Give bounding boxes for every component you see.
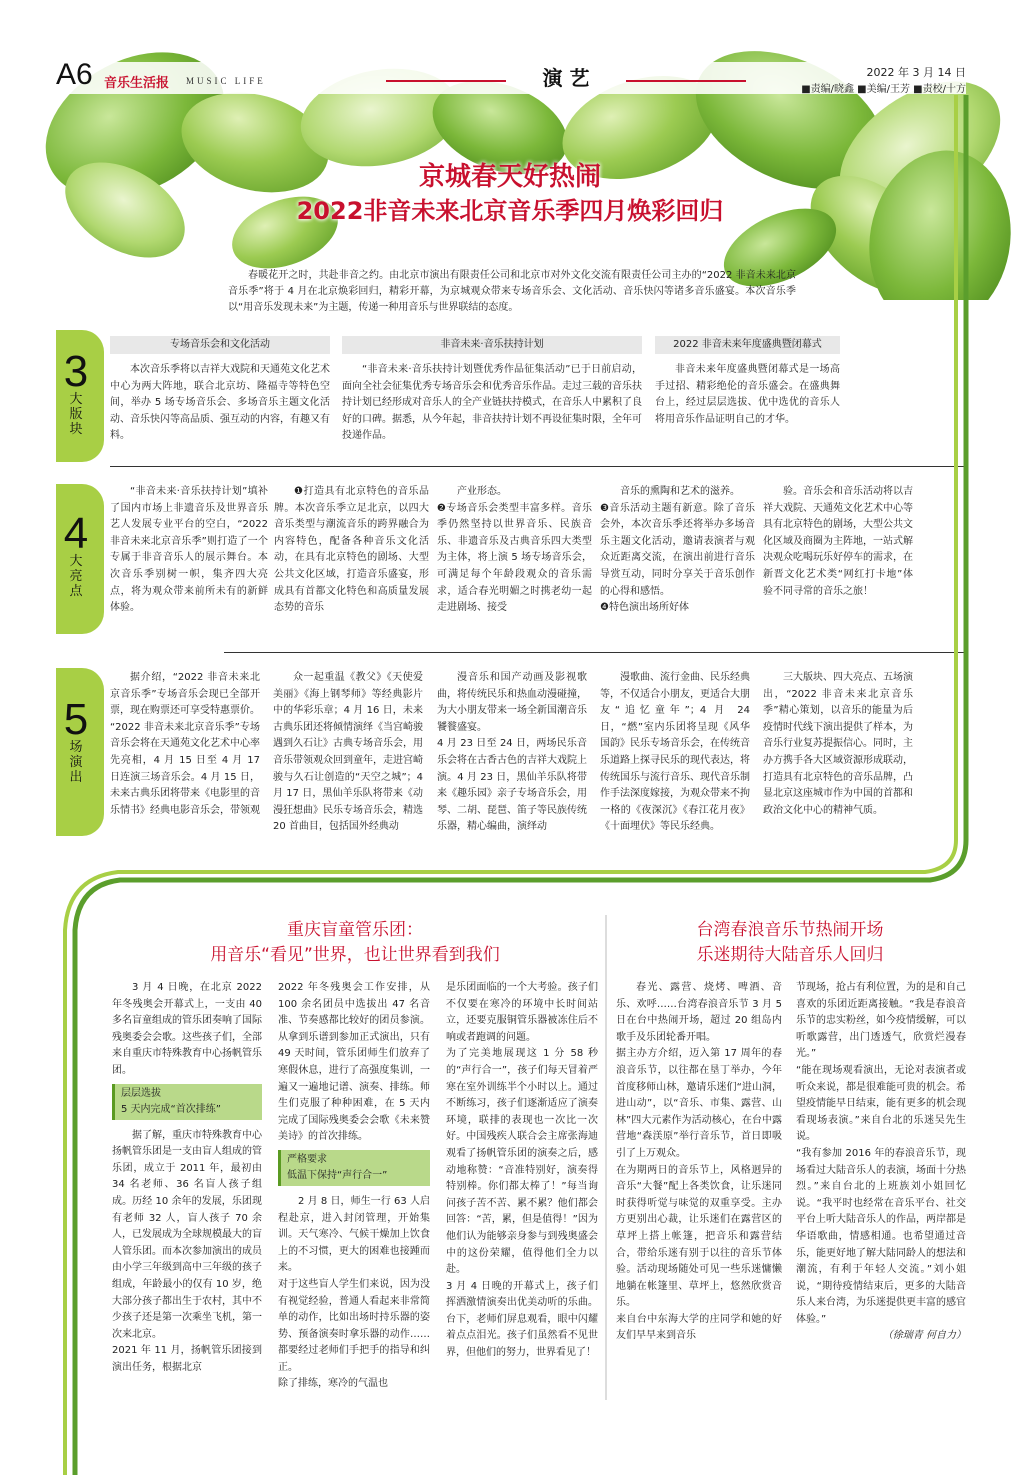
tab-highlights-label: 大亮点 bbox=[69, 554, 83, 599]
shows-col-3: 漫音乐和国产动画及影视歌曲，将传统民乐和热血动漫碰撞，为大小朋友带来一场全新国潮音乐饕餮盛宴。 4 月 23 日至 24 日，两场民乐音乐会将在古香古色的吉祥大戏院上演。4 月 23 日，黑仙羊乐队将带来《趣乐园》亲子专场音乐会，用琴、二胡、琵琶、笛子等民族传统乐器，精心编曲，演绎动 bbox=[437, 672, 587, 833]
subhead-box-2-line2: 低温下保持“声行合一” bbox=[287, 1169, 388, 1181]
story-right-col1: 春光、露营、烧烤、啤酒、音乐、欢呼……台湾春浪音乐节 3 月 5 日在台中热闹开场，超过 20 组岛内歌手及乐团轮番开唱。 据主办方介绍，迈入第 17 周年的春浪音乐节，以往都在垦丁举办，今年首度移师山林，邀请乐迷们“进山洞，进山动”，以“音乐、市集、露营、山林”四大元素作为活动核心，在台中露营地“森渼原”举行音乐节，首日即吸引了上万观众。 在为期两日的音乐节上，风格迥异的音乐“大餐”配上各类饮食，让乐迷同时获得听觉与味觉的双重享受。主办方更别出心裁，让乐迷们在露营区的草坪上搭上帐篷，把音乐和露营结合，带给乐迷有别于以往的音乐节体验。活动现场随处可见一些乐迷慵懒地躺在帐篷里、草坪上，悠然欣赏音乐。 来自台中东海大学的庄同学和她的好友们早早来到音乐 bbox=[616, 982, 782, 1342]
block-3-title: 2022 非音未来年度盛典暨闭幕式 bbox=[655, 336, 840, 354]
highlight-col-4: 音乐的熏陶和艺术的滋养。 ❸音乐活动主题有新意。除了音乐会外，本次音乐季还将举办多场音乐主题文化活动，邀请表演者与观众近距离交流，在演出前进行音乐导赏互动，同时分享关于音乐创作的心得和感悟。 ❹特色演出场所好体 bbox=[600, 486, 755, 614]
shows-col-5: 三大版块、四大亮点、五场演出，“2022 非音未来北京音乐季”精心策划，以音乐的能量为后疫情时代线下演出提供了样本，为音乐行业复苏提振信心。同时，主办方携手各大区域资源形成联动，打造具有北京特色的音乐品牌，凸显北京这座城市作为中国的首都和政治文化中心的精神气质。 bbox=[763, 672, 913, 816]
highlight-col-2: ❶打造具有北京特色的音乐品牌。本次音乐季立足北京，以四大音乐类型与潮流音乐的跨界融合为内容特色，配备各种音乐文化活动，在具有北京特色的剧场、大型公共文化区域，打造音乐盛宴，形成具有首都文化特色和高质量发展态势的音乐 bbox=[274, 486, 429, 614]
tab-shows-number: 5 bbox=[63, 695, 89, 744]
tab-blocks-label: 大版块 bbox=[69, 392, 83, 437]
block-3-text: 非音未来年度盛典暨闭幕式是一场高手过招、精彩绝伦的音乐盛会。在盛典舞台上，经过层层选拔、优中选优的音乐人将用音乐作品证明自己的才华。 bbox=[655, 364, 840, 425]
highlight-col-5: 验。音乐会和音乐活动将以吉祥大戏院、天通苑文化艺术中心等具有北京特色的剧场，大型公共文化区域及商圈为主阵地，一站式解决观众吃喝玩乐好停车的需求，在新晋文化艺术类“网红打卡地”体验不同寻常的音乐之旅！ bbox=[763, 486, 913, 597]
block-1-text: 本次音乐季将以吉祥大戏院和天通苑文化艺术中心为两大阵地，联合北京坊、隆福寺等特色空间，举办 5 场专场音乐会、多场音乐主题文化活动、音乐快闪等高品质、强互动的内容，有趣又有料。 bbox=[110, 364, 330, 442]
story-left-col2a: 2022 年冬残奥会工作安排，从 100 余名团员中选拔出 47 名音准、节奏感都比较好的团员参演。从拿到乐谱到参加正式演出，只有 49 天时间，管乐团师生们放弃了寒假休息，进行了高强度集训，一遍又一遍地记谱、演奏、排练。师生们克服了种种困难，在 5 天内完成了国际残奥委会会歌《未来赞美诗》的首次排练。 bbox=[278, 982, 430, 1143]
shows-col-2: 众一起重温《教父》《天使爱美丽》《海上钢琴师》等经典影片中的华彩乐章；4 月 16 日，未来古典乐团还将倾情演绎《当宫崎骏遇到久石让》古典专场音乐会，用音乐带领观众回到童年，走进宫崎骏与久石让创造的“天空之城”；4 月 17 日，黑仙羊乐队将带来《动漫狂想曲》民乐专场音乐会，精选 20 首曲目，包括国外经典动 bbox=[273, 672, 423, 833]
story-right-title-1: 台湾春浪音乐节热闹开场 bbox=[696, 920, 884, 940]
story-left-col1b: 据了解，重庆市特殊教育中心扬帆管乐团是一支由盲人组成的管乐团，成立于 2011 年，最初由 34 名老师、36 名盲人孩子组成。历经 10 余年的发展，乐团现有老师 32 人，盲人孩子 70 余人，已发展成为全球规模最大的盲人管乐团。而本次参加演出的成员由小学三年级到高中三年级的孩子组成，年龄最小的仅有 10 岁，绝大部分孩子都出生于农村，其中不少孩子还是第一次乘坐飞机，第一次来北京。 2021 年 11 月，扬帆管乐团接到演出任务，根据北京 bbox=[112, 1129, 262, 1373]
issue-date: 2022 年 3 月 14 日 bbox=[866, 66, 966, 79]
block-2-title: 非音未来·音乐扶持计划 bbox=[342, 336, 642, 354]
section-title: 演 艺 bbox=[542, 66, 590, 90]
story-left-col3: 是乐团面临的一个大考验。孩子们不仅要在寒冷的环境中长时间站立，还要克服铜管乐器被冻住后不响或者跑调的问题。 为了完美地展现这 1 分 58 秒的“声行合一”，孩子们每天冒着严寒在室外训练半个小时以上。通过不断练习，孩子们逐渐适应了演奏环境，联排的表现也一次比一次好。中国残疾人联合会主席张海迪观看了扬帆管乐团的演奏之后，感动地称赞：“音准特别好，演奏得特别棒。你们都太棒了！”每当询问孩子苦不苦、累不累？他们都会回答：“苦，累，但是值得！”因为他们认为能够亲身参与到残奥盛会中的这份荣耀，值得他们全力以赴。 3 月 4 日晚的开幕式上，孩子们挥洒激情演奏出优美动听的乐曲。台下，老师们屏息观看，眼中闪耀着点点泪光。孩子们虽然看不见世界，但他们的努力，世界看见了！ bbox=[446, 982, 598, 1359]
story-right-col-1 bbox=[616, 980, 782, 1345]
story-right-headline bbox=[614, 918, 966, 968]
highlight-col-3: 产业形态。 ❷专场音乐会类型丰富多样。音乐季仍然坚持以世界音乐、民族音乐、非遗音乐及古典音乐四大类型为主体，将上演 5 场专场音乐会，可满足每个年龄段观众的音乐需求，适合春光明媚之时携老幼一起走进剧场、接受 bbox=[437, 486, 592, 614]
page-number: A6 bbox=[56, 58, 93, 91]
story-right-byline: （徐瑞青 何自力） bbox=[882, 1330, 966, 1342]
story-left-col-1 bbox=[112, 980, 262, 1376]
story-left-col2b: 2 月 8 日，师生一行 63 人启程赴京，进入封闭管理，开始集训。天气寒冷、气候干燥加上饮食上的不习惯，更大的困难也接踵而来。 对于这些盲人学生们来说，因为没有视觉经验，普通人看起来非常简单的动作，比如出场时持乐器的姿势、预备演奏时拿乐器的动作……都要经过老师们手把手的指导和纠正。 除了排练，寒冷的气温也 bbox=[278, 1195, 430, 1390]
subhead-box-2-line1: 严格要求 bbox=[287, 1153, 327, 1165]
paper-name-en: MUSIC LIFE bbox=[186, 76, 266, 86]
tab-shows-label: 场演出 bbox=[69, 740, 83, 785]
shows-col-4: 漫歌曲、流行金曲、民乐经典等，不仅适合小朋友，更适合大朋友“追忆童年”；4 月 24 日，“燃”室内乐团将呈现《风华国韵》民乐专场音乐会，在传统音乐道路上探寻民乐的现代表达，将传统国乐与流行音乐、现代音乐制作手法深度嫁接，为观众带来不拘一格的《夜深沉》《春江花月夜》《十面埋伏》等民乐经典。 bbox=[600, 672, 750, 833]
paper-name: 音乐生活报 bbox=[104, 76, 170, 91]
story-left-headline bbox=[110, 918, 600, 968]
block-2-text: “非音未来·音乐扶持计划暨优秀作品征集活动”已于日前启动，面向全社会征集优秀专场音乐会和优秀音乐作品。走过三载的音乐扶持计划已经形成对音乐人的全产业链扶持模式，在音乐人中累积了良好的口碑。据悉，从今年起，非音扶持计划不再设征集时限，全年可投递作品。 bbox=[342, 364, 642, 442]
shows-col-1: 据介绍，“2022 非音未来北京音乐季”专场音乐会现已全部开票，现在购票还可享受特惠票价。 “2022 非音未来北京音乐季”专场音乐会将在天通苑文化艺术中心率先亮相，4 月 15 日至 4 月 17 日连演三场音乐会。4 月 15 日，未来古典乐团将带来《电影里的音乐情书》经典电影音乐会，带领观 bbox=[110, 672, 260, 816]
story-left-title-2: 用音乐“看见”世界，也让世界看到我们 bbox=[210, 945, 500, 965]
subhead-box-1 bbox=[112, 1084, 262, 1120]
tab-highlights-number: 4 bbox=[63, 509, 89, 558]
story-right-title-2: 乐迷期待大陆音乐人回归 bbox=[696, 945, 884, 965]
headline-line1: 京城春天好热闹 bbox=[418, 162, 601, 192]
subhead-box-2 bbox=[278, 1150, 430, 1186]
story-left-col-2 bbox=[278, 980, 430, 1393]
subhead-box-1-line1: 层层选拔 bbox=[121, 1087, 161, 1099]
block-1-title: 专场音乐会和文化活动 bbox=[110, 336, 330, 354]
subhead-box-1-line2: 5 天内完成“首次排练” bbox=[121, 1103, 221, 1115]
lead-intro-text: 春暖花开之时，共赴非音之约。由北京市演出有限责任公司和北京市对外文化交流有限责任公司主办的“2022 非音未来北京音乐季”将于 4 月在北京焕彩回归，精彩开幕，为京城观众带来专场音乐会、文化活动、音乐快闪等诸多音乐盛宴。本次音乐季以“用音乐发现未来”为主题，传递一种用音乐与世界联结的态度。 bbox=[228, 270, 796, 313]
story-left-col-3 bbox=[446, 980, 598, 1362]
tab-blocks-number: 3 bbox=[63, 347, 89, 396]
highlight-col-1: “非音未来·音乐扶持计划”填补了国内市场上非遗音乐及世界音乐艺人发展专业平台的空白，“2022 非音未来北京音乐季”则打造了一个专属于非音音乐人的展示舞台。本次音乐季别树一帜，集齐四大亮点，将为观众带来前所未有的新鲜体验。 bbox=[110, 486, 268, 614]
story-left-title-1: 重庆盲童管乐团： bbox=[287, 920, 423, 940]
story-right-col-2 bbox=[796, 980, 966, 1345]
story-left-col1a: 3 月 4 日晚，在北京 2022 年冬残奥会开幕式上，一支由 40 多名盲童组成的管乐团奏响了国际残奥委会会歌。这些孩子们，全部来自重庆市特殊教育中心扬帆管乐团。 bbox=[112, 982, 262, 1076]
editor-credits: ■责编/晓鑫 ■美编/王芳 ■责校/十方 bbox=[801, 84, 966, 95]
headline-line2: 2022非音未来北京音乐季四月焕彩回归 bbox=[296, 197, 724, 225]
story-right-col2: 节现场，抢占有利位置，为的是和自己喜欢的乐团近距离接触。“我是春浪音乐节的忠实粉丝，如今疫情缓解，可以听歌露营，出门透透气，欣赏烂漫春光。” “能在现场观看演出，无论对表演者或听众来说，都是很难能可贵的机会。希望疫情能早日结束，能有更多的机会现看现场表演。”来自台北的乐迷吴先生说。 “我有参加 2016 年的春浪音乐节，现场看过大陆音乐人的表演，场面十分热烈。”来自台北的上班族刘小姐回忆说。“我平时也经常在音乐平台、社交平台上听大陆音乐人的作品，两岸都是华语歌曲，情感相通。也希望通过音乐，能更好地了解大陆同龄人的想法和潮流，有利于年轻人交流。”刘小姐说，“期待疫情结束后，更多的大陆音乐人来台湾，为乐迷提供更丰富的感官体验。” bbox=[796, 982, 966, 1325]
